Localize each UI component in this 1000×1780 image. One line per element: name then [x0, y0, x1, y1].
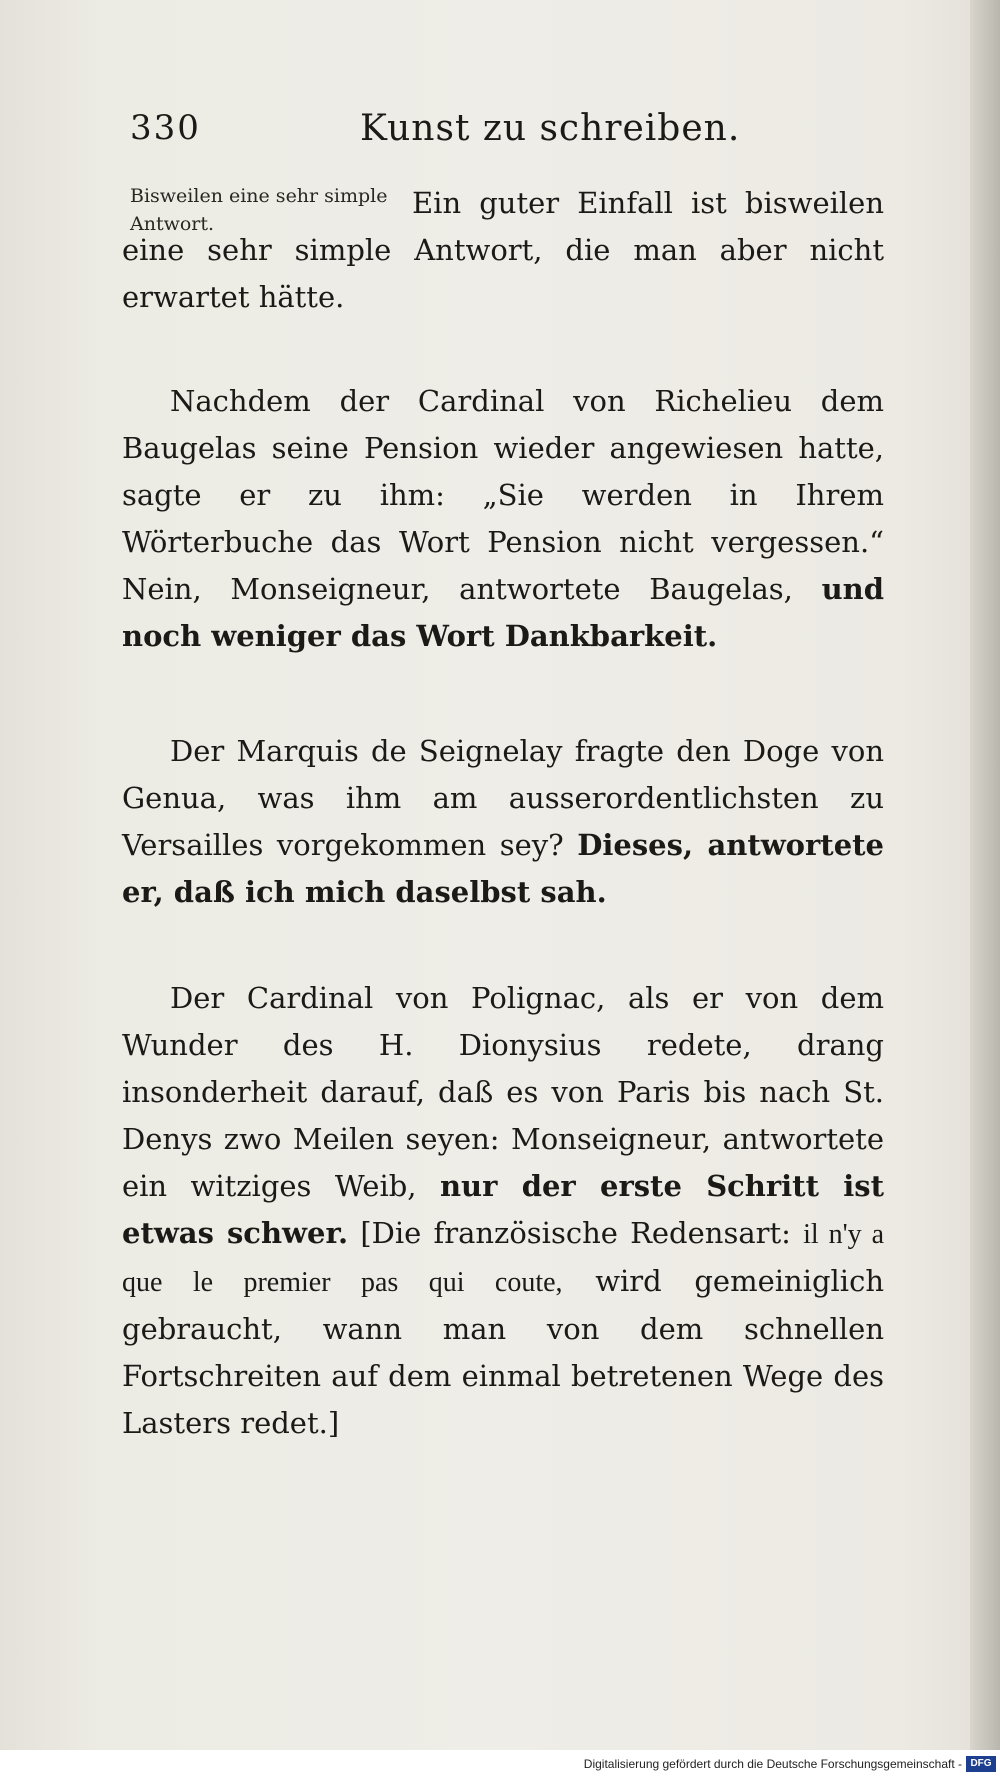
running-head: Kunst zu schreiben. — [360, 108, 741, 149]
paragraph-text: Der Cardinal von Polignac, als er von dem Wunder des H. Dionysius redete, drang insonderheit darauf, daß es von Paris bis nach St. Denys zwo Meilen seyen: Monseigneur, antwortete ein witziges Weib, — [122, 981, 884, 1203]
paragraph-punchline: und noch weniger das Wort Dankbarkeit. — [122, 572, 885, 653]
french-phrase: il n'y a que le premier pas qui coute, — [122, 1219, 884, 1298]
paragraph-text: Nachdem der Cardinal von Richelieu dem Baugelas seine Pension wieder angewiesen hatte, sagte er zu ihm: „Sie werden in Ihrem Wörterbuche das Wort Pension nicht vergessen.“ Nein, Monseigneur, antwortete Baugelas, — [122, 384, 884, 606]
paragraph-simple-answer — [122, 180, 884, 321]
paragraph-richelieu — [122, 378, 884, 660]
paragraph-polignac — [122, 975, 884, 1447]
page-header — [130, 108, 870, 158]
funding-credit: Digitalisierung gefördert durch die Deutsche Forschungsgemeinschaft - — [583, 1757, 962, 1771]
paragraph-text: Ein guter Einfall ist bisweilen eine sehr simple Antwort, die man aber nicht erwartet hätte. — [122, 186, 884, 314]
page-edge-shadow — [970, 0, 1000, 1750]
dfg-logo-icon: DFG — [966, 1756, 996, 1772]
paragraph-note-end: wird gemeiniglich gebraucht, wann man von dem schnellen Fortschreiten auf dem einmal betretenen Wege des Lasters redet.] — [122, 1264, 884, 1440]
paragraph-punchline: Dieses, antwortete er, daß ich mich daselbst sah. — [122, 828, 884, 909]
margin-note: Bisweilen eine sehr simple Antwort. — [130, 185, 388, 235]
paragraph-text: Der Marquis de Seignelay fragte den Doge von Genua, was ihm am ausserordentlichsten zu Versailles vorgekommen sey? — [122, 734, 884, 862]
paragraph-note: [Die französische Redensart: — [360, 1216, 791, 1250]
page-number: 330 — [130, 108, 201, 148]
paragraph-seignelay — [122, 728, 884, 916]
paragraph-punchline: nur der erste Schritt ist etwas schwer. — [122, 1169, 884, 1250]
digitization-footer — [0, 1750, 1000, 1780]
